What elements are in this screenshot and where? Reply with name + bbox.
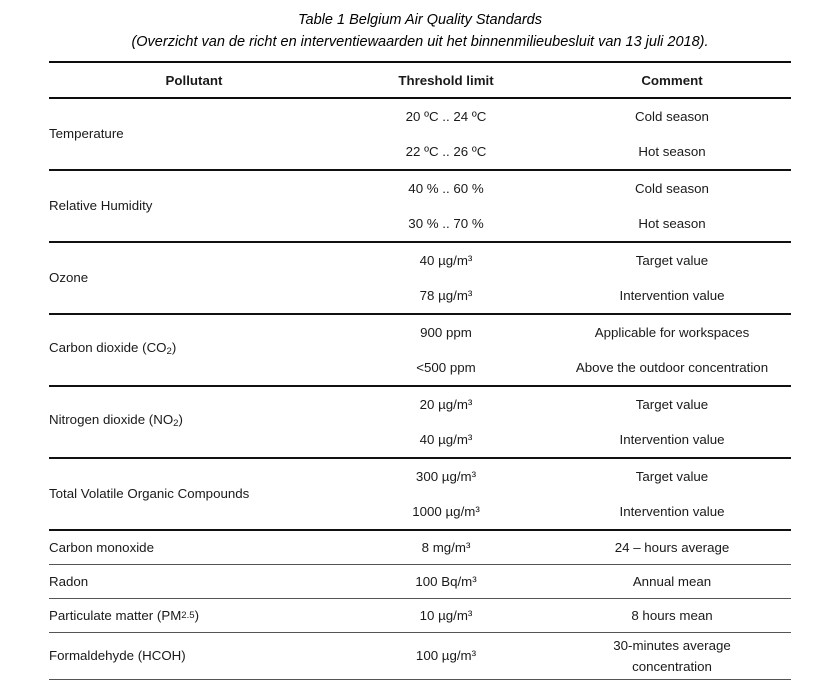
table-row xyxy=(49,98,791,170)
comment-value: Intervention value xyxy=(619,504,725,519)
cell-comment xyxy=(553,242,791,314)
cell-pollutant xyxy=(49,633,339,680)
threshold-value: 20 ºC .. 24 ºC xyxy=(405,108,487,124)
threshold-value: 40 µg/m³ xyxy=(419,431,473,447)
cell-threshold xyxy=(339,458,553,530)
pollutant-name: Formaldehyde (HCOH) xyxy=(49,648,186,663)
table-header xyxy=(49,62,791,98)
table-row xyxy=(49,242,791,314)
cell-threshold xyxy=(339,599,553,633)
comment-value: Intervention value xyxy=(619,288,725,303)
caption-line-2: (Overzicht van de richt en interventiewaarden uit het binnenmilieubesluit van 13 juli 2018). xyxy=(131,34,709,50)
pollutant-name xyxy=(49,599,339,632)
table-header-row xyxy=(49,62,791,98)
column-header-threshold: Threshold limit xyxy=(339,62,553,98)
comment-value: Target value xyxy=(635,253,709,268)
threshold-value: 78 µg/m³ xyxy=(419,287,473,303)
threshold-value: 300 µg/m³ xyxy=(415,468,477,484)
cell-threshold xyxy=(339,386,553,458)
cell-comment xyxy=(553,386,791,458)
column-header-pollutant: Pollutant xyxy=(49,62,339,98)
threshold-value: <500 ppm xyxy=(416,359,476,375)
cell-comment xyxy=(553,599,791,633)
comment-value: 8 hours mean xyxy=(631,608,713,623)
table-row xyxy=(49,458,791,530)
table-row xyxy=(49,530,791,565)
threshold-value: 40 % .. 60 % xyxy=(408,180,484,196)
pollutant-name: Radon xyxy=(49,573,89,589)
table-row xyxy=(49,565,791,599)
comment-value: Above the outdoor concentration xyxy=(575,360,769,375)
cell-pollutant xyxy=(49,314,339,386)
pollutant-name-suffix: ) xyxy=(171,339,177,355)
comment-value: Hot season xyxy=(638,144,706,159)
threshold-value: 22 ºC .. 26 ºC xyxy=(405,143,487,159)
cell-pollutant: Relative Humidity xyxy=(49,170,339,242)
cell-threshold xyxy=(339,565,553,599)
pollutant-name-suffix: ) xyxy=(194,607,200,623)
cell-pollutant: Temperature xyxy=(49,98,339,170)
pollutant-subscript: 2 xyxy=(166,346,172,358)
comment-value: Target value xyxy=(635,397,709,412)
cell-threshold xyxy=(339,530,553,565)
pollutant-name-suffix: ) xyxy=(178,411,183,427)
comment-value-line-2: concentration xyxy=(632,659,712,674)
cell-comment xyxy=(553,98,791,170)
table-row xyxy=(49,599,791,633)
cell-pollutant xyxy=(49,530,339,565)
cell-comment xyxy=(553,458,791,530)
cell-threshold xyxy=(339,98,553,170)
threshold-value: 30 % .. 70 % xyxy=(408,215,484,231)
pollutant-name-prefix: Particulate matter (PM xyxy=(49,607,182,623)
cell-threshold xyxy=(339,633,553,680)
threshold-value: 100 Bq/m³ xyxy=(415,573,477,589)
cell-comment xyxy=(553,314,791,386)
table-caption xyxy=(0,0,840,53)
table-row xyxy=(49,170,791,242)
pollutant-subscript: 2 xyxy=(173,418,179,430)
cell-pollutant xyxy=(49,565,339,599)
table-row xyxy=(49,386,791,458)
comment-value: Target value xyxy=(635,469,709,484)
cell-pollutant: Total Volatile Organic Compounds xyxy=(49,458,339,530)
table-body xyxy=(49,98,791,680)
pollutant-subscript: 2.5 xyxy=(181,609,195,621)
comment-value: Intervention value xyxy=(619,432,725,447)
cell-threshold xyxy=(339,170,553,242)
threshold-value: 40 µg/m³ xyxy=(419,252,473,268)
comment-value: Cold season xyxy=(635,109,709,124)
cell-threshold xyxy=(339,314,553,386)
cell-pollutant xyxy=(49,386,339,458)
table-row xyxy=(49,314,791,386)
comment-value: Cold season xyxy=(635,181,709,196)
pollutant-name: Carbon monoxide xyxy=(49,539,154,555)
cell-pollutant xyxy=(49,599,339,633)
caption-line-1: Table 1 Belgium Air Quality Standards xyxy=(298,12,542,28)
threshold-value: 1000 µg/m³ xyxy=(412,503,480,519)
comment-value: Annual mean xyxy=(632,574,712,589)
threshold-value: 8 mg/m³ xyxy=(421,539,471,555)
cell-threshold xyxy=(339,242,553,314)
comment-value: Applicable for workspaces xyxy=(594,325,750,340)
cell-comment xyxy=(553,530,791,565)
threshold-value: 100 µg/m³ xyxy=(415,648,477,663)
pollutant-name-prefix: Nitrogen dioxide (NO xyxy=(49,411,174,427)
cell-comment xyxy=(553,170,791,242)
comment-value: 24 – hours average xyxy=(614,540,730,555)
comment-value: Hot season xyxy=(638,216,706,231)
threshold-value: 900 ppm xyxy=(420,324,472,340)
table-row xyxy=(49,633,791,680)
pollutant-name-prefix: Carbon dioxide (CO xyxy=(49,339,167,355)
threshold-value: 10 µg/m³ xyxy=(419,607,473,623)
cell-comment xyxy=(553,633,791,680)
comment-value-line-1: 30-minutes average xyxy=(613,638,731,653)
air-quality-standards-table xyxy=(49,61,791,680)
threshold-value: 20 µg/m³ xyxy=(419,396,473,412)
cell-pollutant: Ozone xyxy=(49,242,339,314)
cell-comment xyxy=(553,565,791,599)
column-header-comment: Comment xyxy=(553,62,791,98)
